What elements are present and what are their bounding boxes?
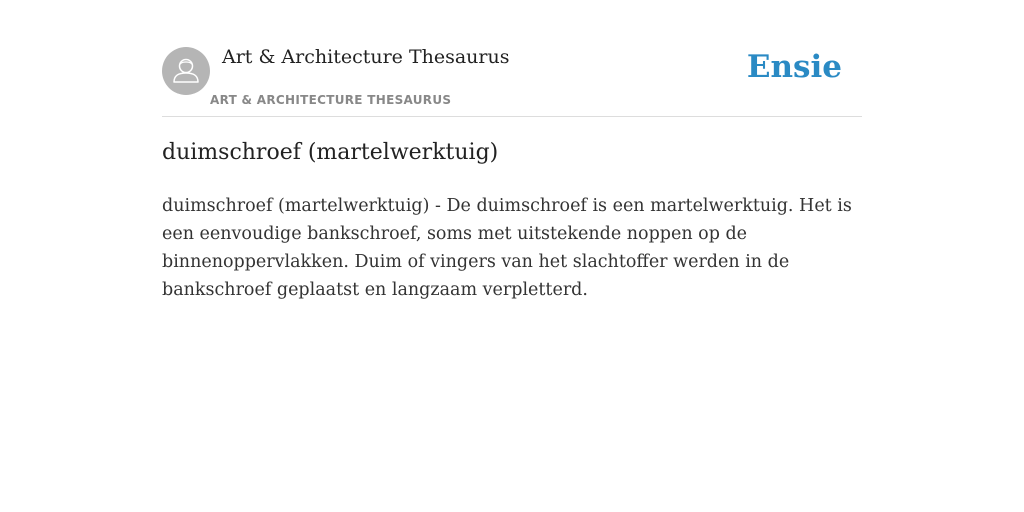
- page-container: [162, 0, 862, 512]
- entry-title: duimschroef (martelwerktuig): [162, 140, 499, 165]
- source-label: ART & ARCHITECTURE THESAURUS: [210, 93, 452, 107]
- brand-logo[interactable]: Ensie: [746, 49, 842, 85]
- entry-description: duimschroef (martelwerktuig) - De duimschroef is een martelwerktuig. Het is een eenvoudige bankschroef, soms met uitstekende noppen op de binnenoppervlakken. Duim of vingers van het slachtoffer werden in de bankschroef geplaatst en langzaam verpletterd.: [162, 196, 852, 300]
- header: [162, 0, 862, 117]
- site-name-link[interactable]: Art & Architecture Thesaurus: [222, 46, 510, 68]
- avatar[interactable]: [162, 47, 210, 95]
- user-icon: [162, 47, 210, 95]
